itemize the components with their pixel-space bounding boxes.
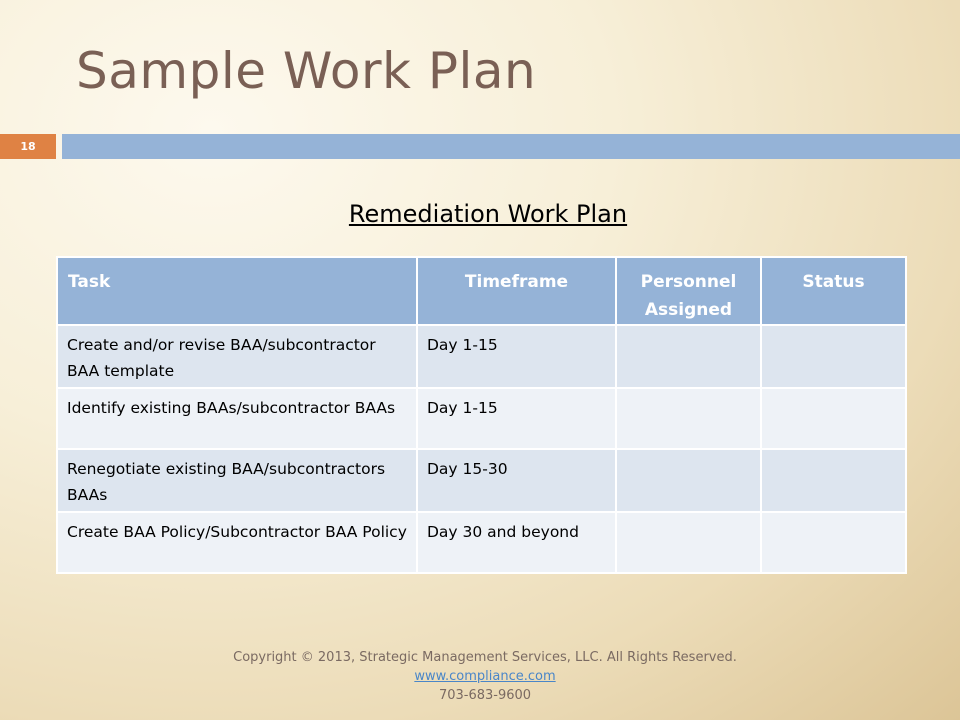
- phone-number: 703-683-9600: [438, 688, 532, 703]
- personnel-cell: [616, 449, 761, 512]
- table-row: [57, 325, 906, 388]
- website-link[interactable]: www.compliance.com: [414, 669, 556, 684]
- task-cell: Renegotiate existing BAA/subcontractors BAAs: [57, 449, 417, 512]
- header-task: Task: [57, 257, 417, 325]
- status-cell: [761, 388, 906, 449]
- timeframe-cell: Day 30 and beyond: [417, 512, 616, 573]
- header-status: Status: [761, 257, 906, 325]
- table-row: [57, 512, 906, 573]
- table-title: Remediation Work Plan: [348, 200, 628, 228]
- table-row: [57, 449, 906, 512]
- slide-title: Sample Work Plan: [76, 42, 537, 100]
- task-cell: Create and/or revise BAA/subcontractor BAA template: [57, 325, 417, 388]
- timeframe-cell: Day 15-30: [417, 449, 616, 512]
- table-row: [57, 388, 906, 449]
- footer: [0, 648, 960, 705]
- page-number: 18: [20, 140, 36, 153]
- table-header-row: [57, 257, 906, 325]
- work-plan-table: [56, 256, 907, 574]
- personnel-cell: [616, 388, 761, 449]
- status-cell: [761, 512, 906, 573]
- personnel-cell: [616, 512, 761, 573]
- task-cell: Create BAA Policy/Subcontractor BAA Policy: [57, 512, 417, 573]
- page-number-badge: [0, 134, 56, 159]
- title-divider-bar: [62, 134, 960, 159]
- task-cell: Identify existing BAAs/subcontractor BAAs: [57, 388, 417, 449]
- timeframe-cell: Day 1-15: [417, 388, 616, 449]
- header-timeframe: Timeframe: [417, 257, 616, 325]
- header-personnel-assigned: Personnel Assigned: [616, 257, 761, 325]
- copyright-text: Copyright © 2013, Strategic Management Services, LLC. All Rights Reserved.: [233, 650, 737, 665]
- timeframe-cell: Day 1-15: [417, 325, 616, 388]
- personnel-cell: [616, 325, 761, 388]
- status-cell: [761, 325, 906, 388]
- status-cell: [761, 449, 906, 512]
